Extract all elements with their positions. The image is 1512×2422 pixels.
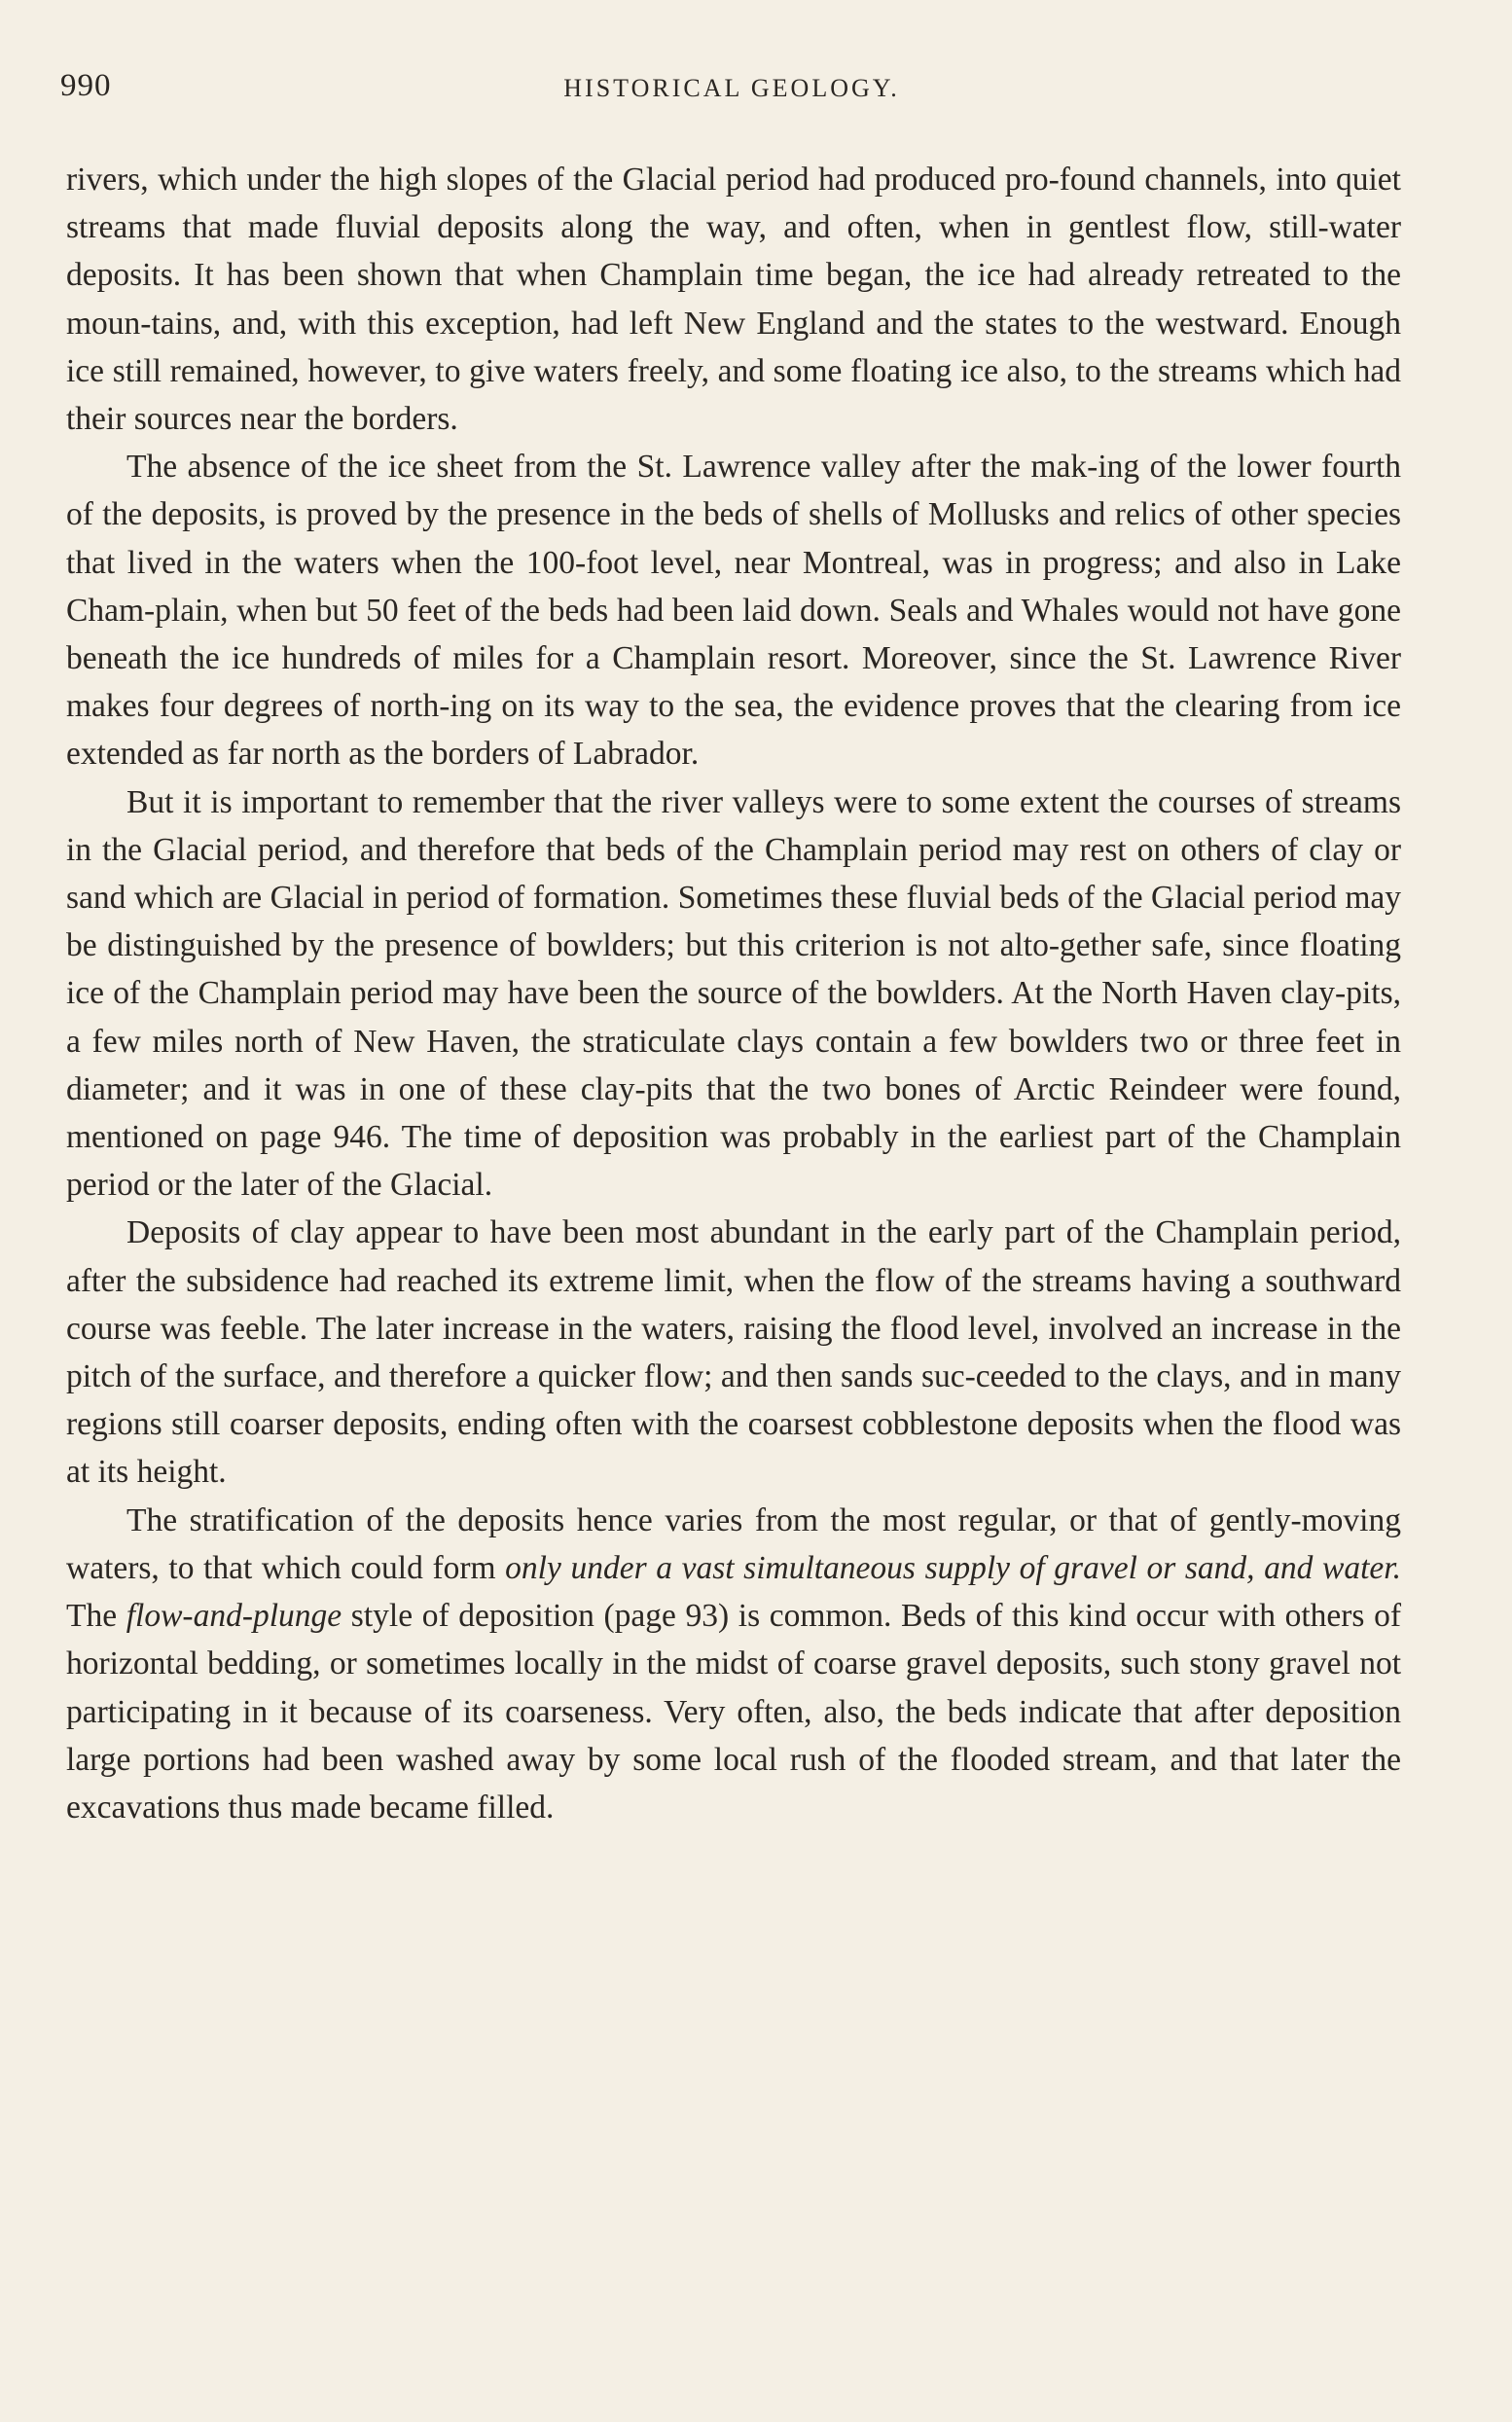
paragraph-continued: rivers, which under the high slopes of the Glacial period had produced pro-found channels, into quiet streams that made fluvial deposits along the way, and often, when in gentlest flow, still-water deposits. It has been shown that when Champlain time began, the ice had already retreated to the moun-tains, and, with this exception, had left New England and the states to the westward. Enough ice still remained, however, to give waters freely, and some floating ice also, to the streams which had their sources near the borders. [66,162,1401,438]
body-text [66,156,1401,1831]
italic-term: flow-and-plunge [126,1598,342,1635]
paragraph-stratification [66,1497,1401,1831]
running-head [60,68,1403,111]
running-title: HISTORICAL GEOLOGY. [563,74,900,102]
paragraph-clay-deposits: Deposits of clay appear to have been most abundant in the early part of the Champlain period, after the subsidence had reached its extreme limit, when the flow of the streams having a southward course was feeble. The later increase in the waters, raising the flood level, involved an increase in the pitch of the surface, and therefore a quicker flow; and then sands suc-ceeded to the clays, and in many regions still coarser deposits, ending often with the coarsest cobblestone deposits when the flood was at its height. [66,1214,1401,1491]
paragraph-text: style of deposition (page 93) is common. Beds of this kind occur with others of horizontal bedding, or sometimes locally in the midst of coarse gravel deposits, such stony gravel not participating in it because of its coarseness. Very often, also, the beds indicate that after deposition large portions had been washed away by some local rush of the flooded stream, and that later the excavations thus made became filled. [66,1598,1401,1826]
page-number: 990 [60,68,112,103]
paragraph-ice-absence: The absence of the ice sheet from the St. Lawrence valley after the mak-ing of the lower fourth of the deposits, is proved by the presence in the beds of shells of Mollusks and relics of other species that lived in the waters when the 100-foot level, near Montreal, was in progress; and also in Lake Cham-plain, when but 50 feet of the beds had been laid down. Seals and Whales would not have gone beneath the ice hundreds of miles for a Champlain resort. Moreover, since the St. Lawrence River makes four degrees of north-ing on its way to the sea, the evidence proves that the clearing from ice extended as far north as the borders of Labrador. [66,449,1401,773]
italic-phrase: only under a vast simultaneous supply of gravel or sand, and water. [505,1549,1401,1586]
paragraph-text: The stratification of the deposits hence varies from the most regular, or that of gently-moving waters, to that which could form [66,1501,1401,1586]
paragraph-river-valleys: But it is important to remember that the river valleys were to some extent the courses of streams in the Glacial period, and therefore that beds of the Champlain period may rest on others of clay or sand which are Glacial in period of formation. Sometimes these fluvial beds of the Glacial period may be distinguished by the presence of bowlders; but this criterion is not alto-gether safe, since floating ice of the Champlain period may have been the source of the bowlders. At the North Haven clay-pits, a few miles north of New Haven, the straticulate clays contain a few bowlders two or three feet in diameter; and it was in one of these clay-pits that the two bones of Arctic Reindeer were found, mentioned on page 946. The time of deposition was probably in the earliest part of the Champlain period or the later of the Glacial. [66,783,1401,1204]
paragraph-text: The [66,1598,126,1635]
